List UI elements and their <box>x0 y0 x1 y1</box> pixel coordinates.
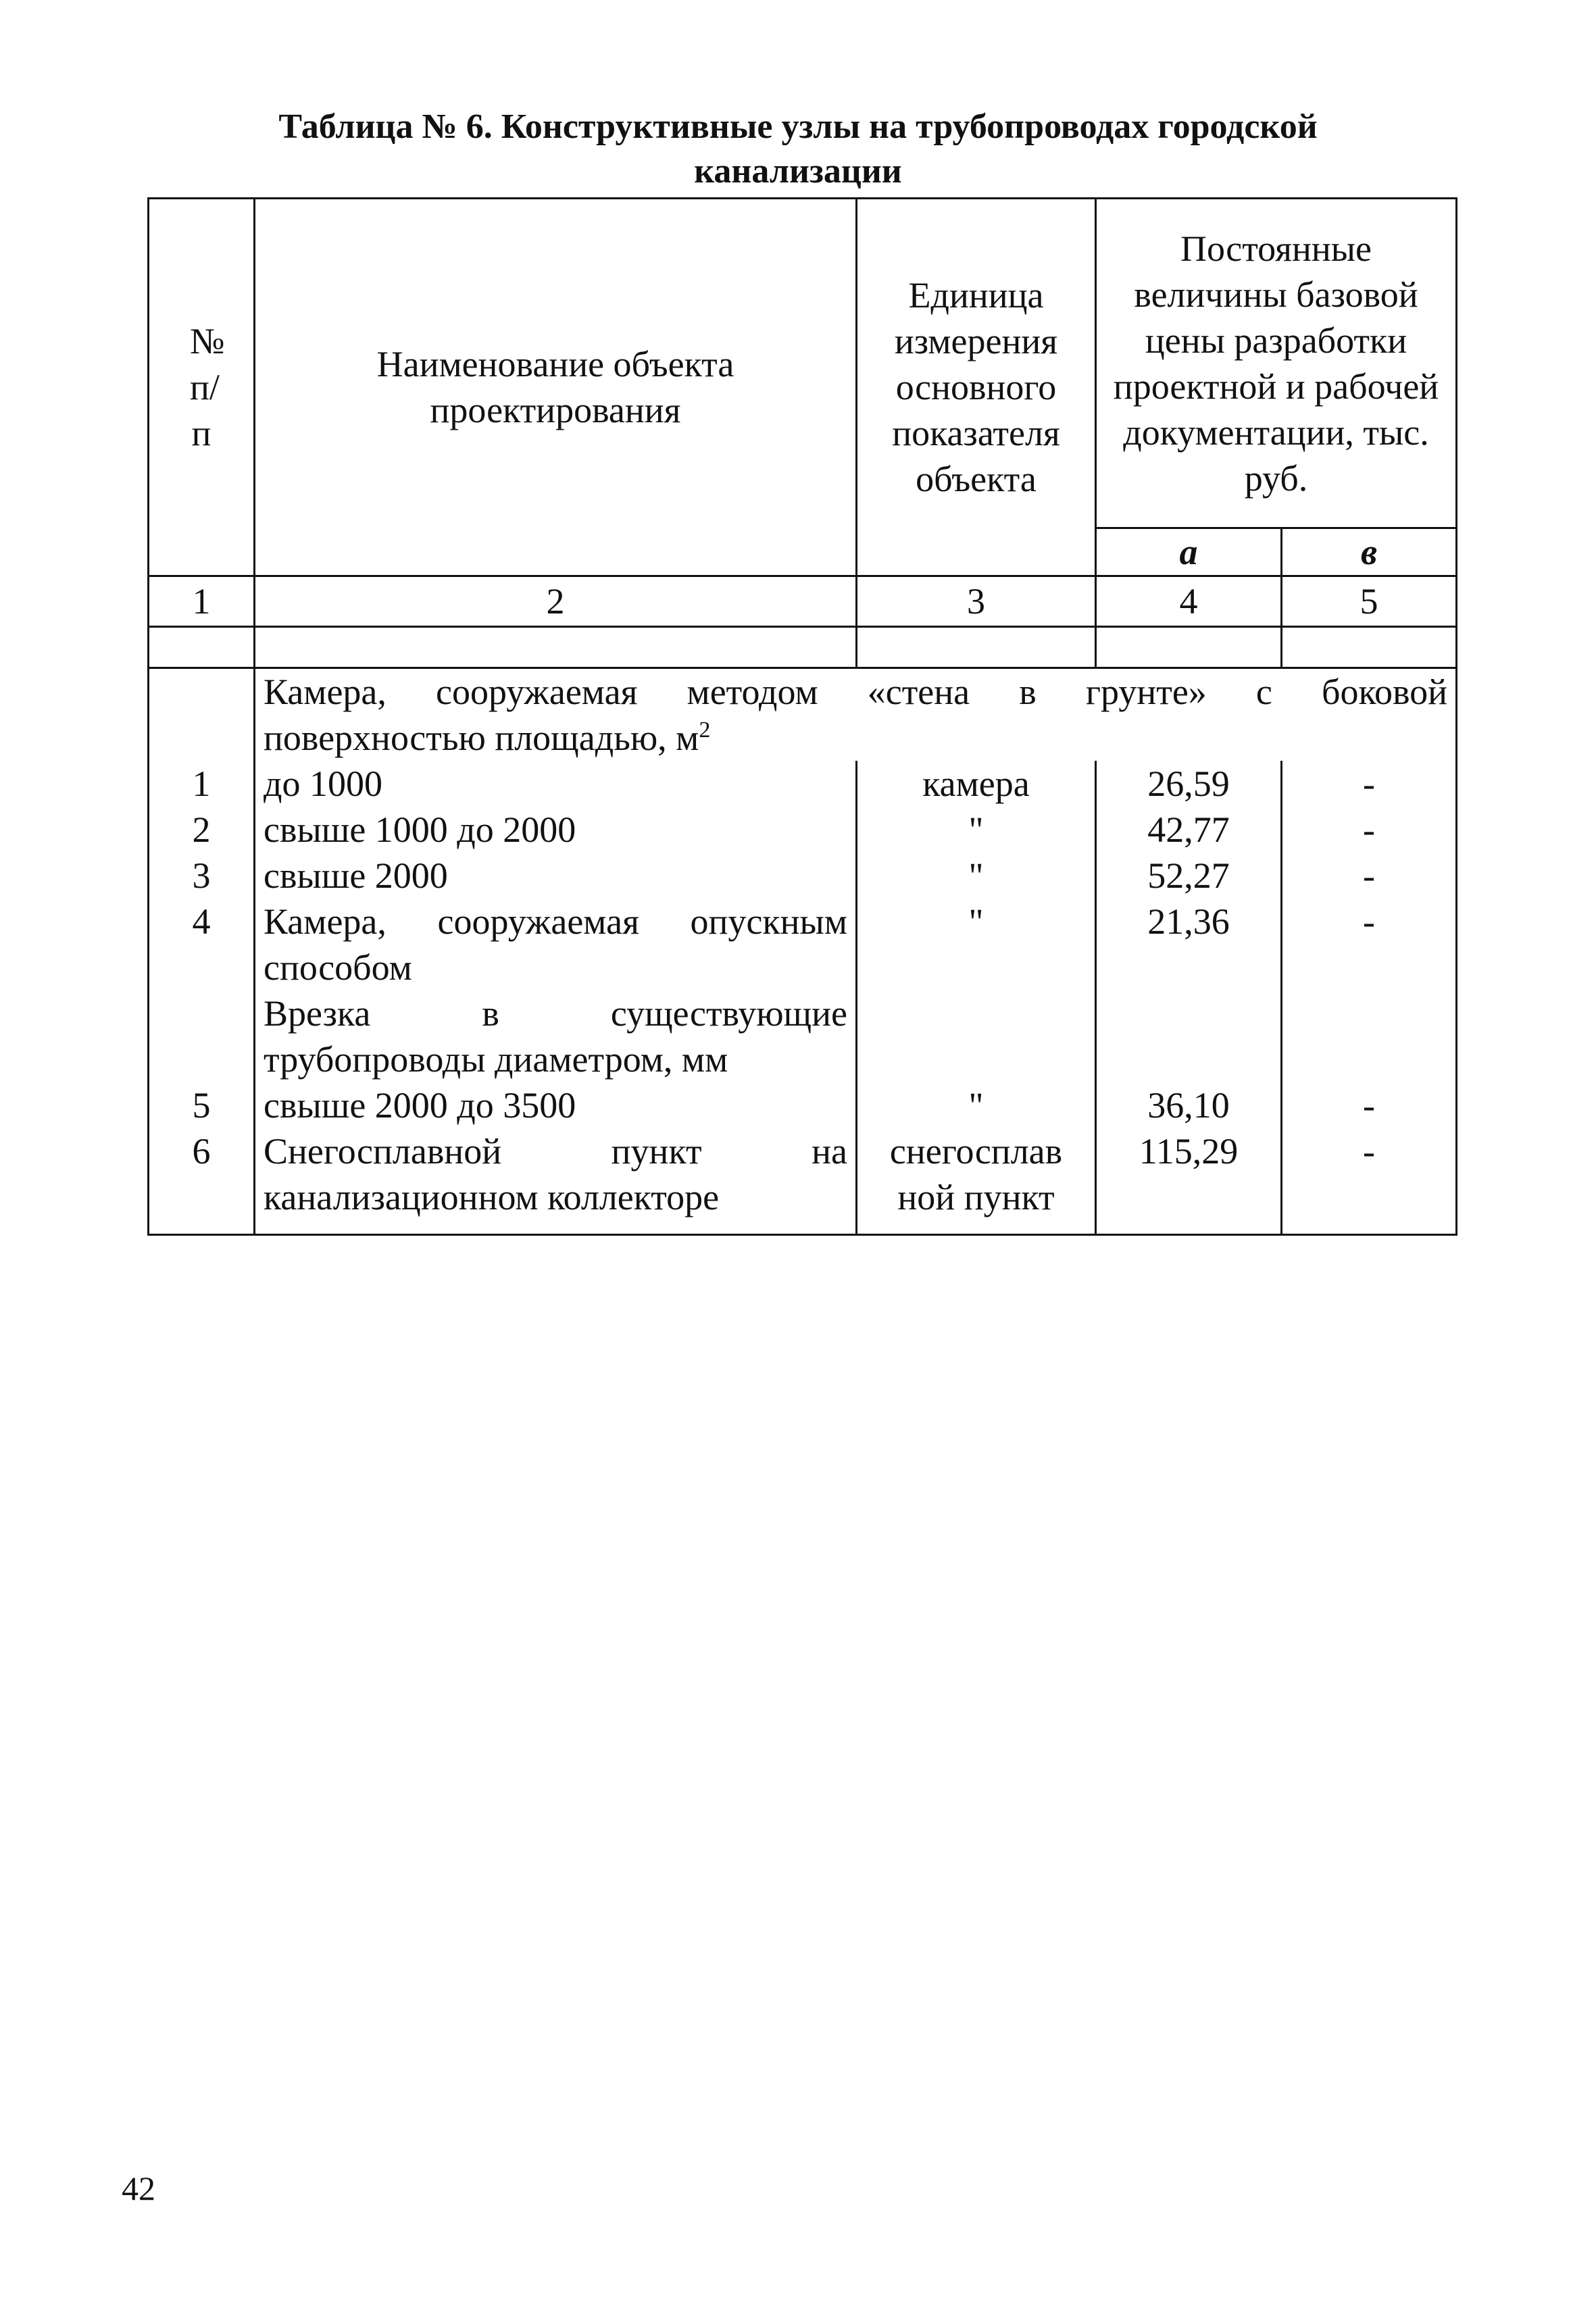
table-row <box>149 899 1457 990</box>
table-title-line2: канализации <box>694 152 902 191</box>
row-value-a: 21,36 <box>1096 899 1282 990</box>
section-heading-row <box>149 668 1457 761</box>
row-name: до 1000 <box>255 761 857 807</box>
header-num: № п/п <box>149 199 255 576</box>
row-value-b: - <box>1282 1082 1457 1128</box>
table-row <box>149 1082 1457 1128</box>
table-row <box>149 807 1457 853</box>
row-num: 1 <box>149 761 255 807</box>
data-table <box>147 197 1457 1236</box>
row-value-a: 52,27 <box>1096 853 1282 899</box>
row-value-b: - <box>1282 853 1457 899</box>
row-num: 4 <box>149 899 255 990</box>
row-value-a: 115,29 <box>1096 1128 1282 1220</box>
row-value-b: - <box>1282 1128 1457 1220</box>
page-number: 42 <box>122 2169 155 2207</box>
row-name: Снегосплавной пункт на канализационном коллекторе <box>255 1128 857 1220</box>
row-value-b: - <box>1282 761 1457 807</box>
row-value-b: - <box>1282 807 1457 853</box>
separator-row <box>149 627 1457 668</box>
table-row <box>149 1128 1457 1220</box>
table-row <box>149 761 1457 807</box>
col-number-5: 5 <box>1282 576 1457 627</box>
row-value-b: - <box>1282 899 1457 990</box>
col-number-4: 4 <box>1096 576 1282 627</box>
table-title-line1: Таблица № 6. Конструктивные узлы на трубопроводах городской <box>278 107 1318 146</box>
row-num: 6 <box>149 1128 255 1220</box>
row-unit: " <box>857 1082 1096 1128</box>
row-name: свыше 2000 <box>255 853 857 899</box>
row-unit: " <box>857 807 1096 853</box>
row-unit: " <box>857 899 1096 990</box>
row-value-a: 42,77 <box>1096 807 1282 853</box>
section1-text-line1: Камера, сооружаемая методом «стена в грунте» с боковой <box>264 672 1448 712</box>
table-title <box>135 105 1461 194</box>
header-price: Постоянные величины базовой цены разработки проектной и рабочей документации, тыс. руб. <box>1096 199 1457 528</box>
section-heading-row-2 <box>149 990 1457 1082</box>
section2-text: Врезка в существующие трубопроводы диаметром, мм <box>255 990 857 1082</box>
column-numbers-row <box>149 576 1457 627</box>
col-number-2: 2 <box>255 576 857 627</box>
row-name: свыше 2000 до 3500 <box>255 1082 857 1128</box>
row-unit: камера <box>857 761 1096 807</box>
col-number-3: 3 <box>857 576 1096 627</box>
table-bottom-row <box>149 1220 1457 1235</box>
row-unit: снегосплав ной пункт <box>857 1128 1096 1220</box>
col-number-1: 1 <box>149 576 255 627</box>
header-sub-a: а <box>1096 528 1282 576</box>
row-num: 5 <box>149 1082 255 1128</box>
row-value-a: 36,10 <box>1096 1082 1282 1128</box>
header-name: Наименование объекта проектирования <box>255 199 857 576</box>
row-value-a: 26,59 <box>1096 761 1282 807</box>
row-unit: " <box>857 853 1096 899</box>
header-unit: Единица измерения основного показателя объекта <box>857 199 1096 576</box>
section1-text-line2: поверхностью площадью, $м^2$ <box>264 718 711 758</box>
row-name: Камера, сооружаемая опускным способом <box>255 899 857 990</box>
row-num: 2 <box>149 807 255 853</box>
row-name: свыше 1000 до 2000 <box>255 807 857 853</box>
header-row <box>149 199 1457 528</box>
table-row <box>149 853 1457 899</box>
row-num: 3 <box>149 853 255 899</box>
header-sub-b: в <box>1282 528 1457 576</box>
